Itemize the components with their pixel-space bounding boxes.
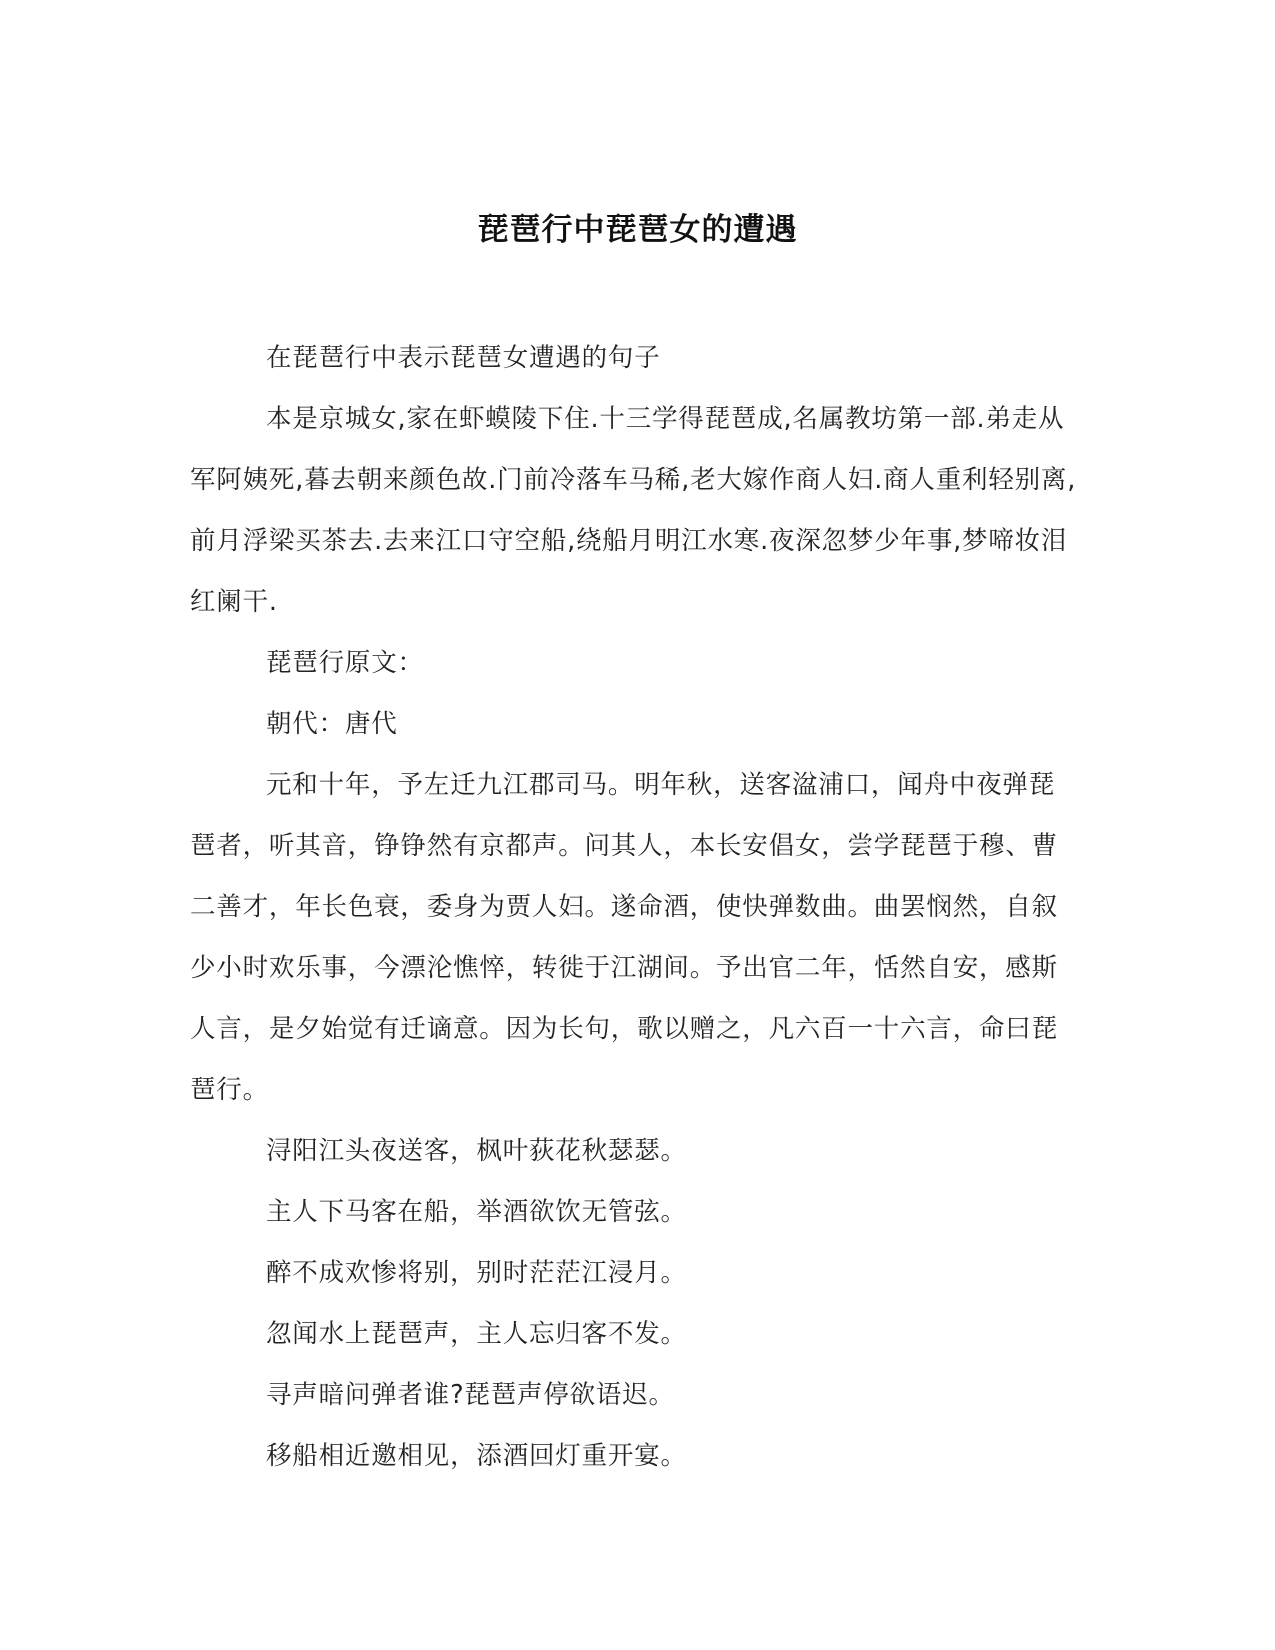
poem-line: 浔阳江头夜送客，枫叶荻花秋瑟瑟。 — [266, 1136, 687, 1166]
paragraph-subtitle: 在琵琶行中表示琵琶女遭遇的句子 — [266, 343, 661, 373]
poem-line: 寻声暗问弹者谁?琵琶声停欲语迟。 — [266, 1380, 675, 1410]
paragraph-excerpt: 本是京城女,家在虾蟆陵下住.十三学得琵琶成,名属教坊第一部.弟走从军阿姨死,暮去朝来颜色故.门前冷落车马稀,老大嫁作商人妇.商人重利轻别离,前月浮梁买茶去.去来江口守空船,绕船月明江水寒.夜深忽梦少年事,梦啼妆泪红阑干. — [190, 404, 1077, 617]
document-title: 琵琶行中琵琶女的遭遇 — [477, 212, 798, 248]
poem-line: 醉不成欢惨将别，别时茫茫江浸月。 — [266, 1258, 687, 1288]
document-body — [190, 328, 1078, 1487]
paragraph-dynasty: 朝代：唐代 — [266, 709, 398, 739]
paragraph-original-heading: 琵琶行原文： — [266, 648, 424, 678]
paragraph-preface: 元和十年，予左迁九江郡司马。明年秋，送客湓浦口，闻舟中夜弹琵琶者，听其音，铮铮然有京都声。问其人，本长安倡女，尝学琵琶于穆、曹二善才，年长色衰，委身为贾人妇。遂命酒，使快弹数曲。曲罢悯然，自叙少小时欢乐事，今漂沦憔悴，转徙于江湖间。予出官二年，恬然自安，感斯人言，是夕始觉有迁谪意。因为长句，歌以赠之，凡六百一十六言，命曰琵琶行。 — [190, 770, 1058, 1105]
poem-line: 移船相近邀相见，添酒回灯重开宴。 — [266, 1441, 687, 1471]
poem-line: 忽闻水上琵琶声，主人忘归客不发。 — [266, 1319, 687, 1349]
poem-line: 主人下马客在船，举酒欲饮无管弦。 — [266, 1197, 687, 1227]
